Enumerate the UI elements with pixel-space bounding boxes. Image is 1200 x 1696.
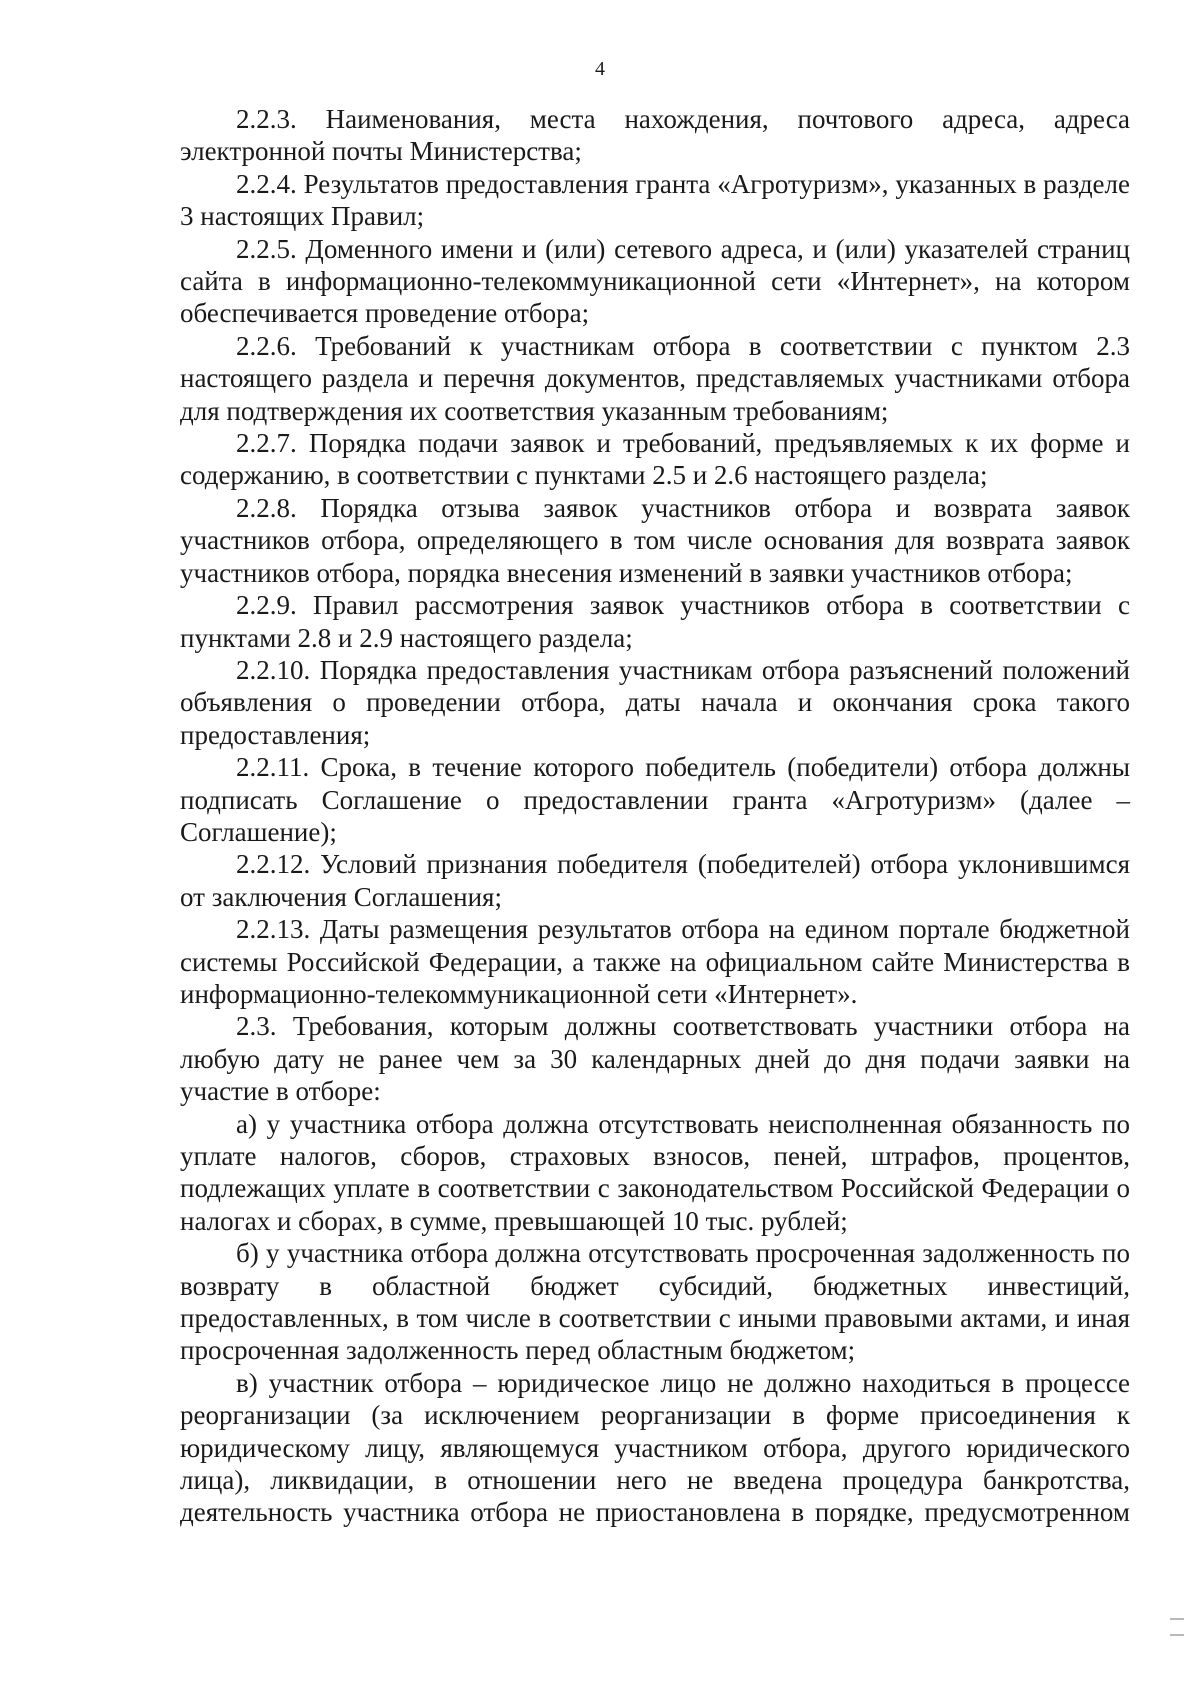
document-body <box>180 103 1130 1529</box>
scan-mark <box>1170 1618 1184 1620</box>
paragraph-2-3-v: в) участник отбора – юридическое лицо не должно находиться в процессе реорганизации (за исключением реорганизации в форме присоединения к юридическому лицу, являющемуся участником отбора, другого юридического лица), ликвидации, в отношении него не введена процедура банкротства, деятельность участника отбора не приостановлена в порядке, предусмотренном <box>180 1367 1130 1528</box>
paragraph-2-2-13: 2.2.13. Даты размещения результатов отбора на едином портале бюджетной системы Российской Федерации, а также на официальном сайте Министерства в информационно-телекоммуникационной сети «Интернет». <box>180 914 1130 1009</box>
paragraph-2-2-11: 2.2.11. Срока, в течение которого победитель (победители) отбора должны подписать Соглашение о предоставлении гранта «Агротуризм» (далее – Соглашение); <box>180 752 1130 847</box>
paragraph-2-3-b: б) у участника отбора должна отсутствовать просроченная задолженность по возврату в областной бюджет субсидий, бюджетных инвестиций, предоставленных, в том числе в соответствии с иными правовыми актами, и иная просроченная задолженность перед областным бюджетом; <box>180 1238 1130 1366</box>
paragraph-2-2-9: 2.2.9. Правил рассмотрения заявок участников отбора в соответствии с пунктами 2.8 и 2.9 настоящего раздела; <box>180 590 1130 653</box>
paragraph-2-3: 2.3. Требования, которым должны соответствовать участники отбора на любую дату не ранее чем за 30 календарных дней до дня подачи заявки на участие в отборе: <box>180 1011 1130 1107</box>
paragraph-2-2-6: 2.2.6. Требований к участникам отбора в соответствии с пунктом 2.3 настоящего раздела и перечня документов, представляемых участниками отбора для подтверждения их соответствия указанным требованиям; <box>180 330 1130 426</box>
paragraph-2-2-5: 2.2.5. Доменного имени и (или) сетевого адреса, и (или) указателей страниц сайта в информационно-телекоммуникационной сети «Интернет», на котором обеспечивается проведение отбора; <box>180 233 1130 329</box>
paragraph-2-2-8: 2.2.8. Порядка отзыва заявок участников отбора и возврата заявок участников отбора, определяющего в том числе основания для возврата заявок участников отбора, порядка внесения изменений в заявки участников отбора; <box>180 492 1130 588</box>
paragraph-2-2-4: 2.2.4. Результатов предоставления гранта «Агротуризм», указанных в разделе 3 настоящих Правил; <box>180 168 1130 232</box>
page-number: 4 <box>595 58 605 80</box>
paragraph-2-2-12: 2.2.12. Условий признания победителя (победителей) отбора уклонившимся от заключения Соглашения; <box>180 849 1130 912</box>
paragraph-2-2-7: 2.2.7. Порядка подачи заявок и требований, предъявляемых к их форме и содержанию, в соответствии с пунктами 2.5 и 2.6 настоящего раздела; <box>180 428 1130 491</box>
paragraph-2-3-a: а) у участника отбора должна отсутствовать неисполненная обязанность по уплате налогов, сборов, страховых взносов, пеней, штрафов, процентов, подлежащих уплате в соответствии с законодательством Российской Федерации о налогах и сборах, в сумме, превышающей 10 тыс. рублей; <box>180 1108 1130 1236</box>
scan-mark <box>1170 1634 1184 1636</box>
paragraph-2-2-10: 2.2.10. Порядка предоставления участникам отбора разъяснений положений объявления о проведении отбора, даты начала и окончания срока такого предоставления; <box>180 654 1130 750</box>
paragraph-2-2-3: 2.2.3. Наименования, места нахождения, почтового адреса, адреса электронной почты Министерства; <box>180 104 1130 167</box>
